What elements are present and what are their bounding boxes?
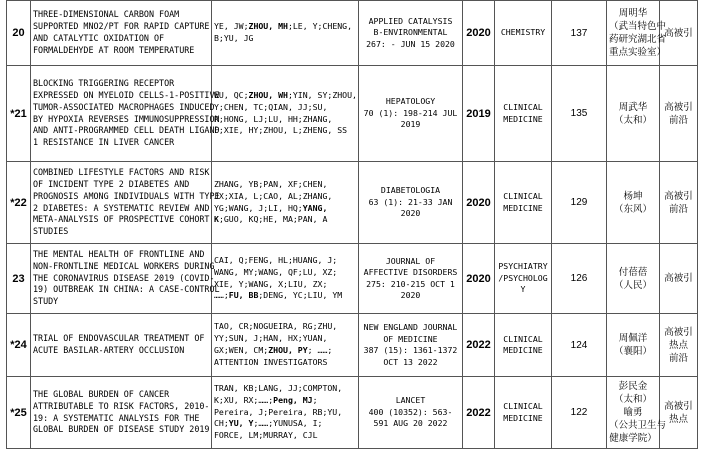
highlighted-author: YU, Y — [228, 418, 254, 429]
paper-field — [495, 162, 552, 244]
row-number: 20 — [7, 1, 31, 66]
author-text: ;……;YUNUSA, I; — [253, 418, 323, 429]
source-line: APPLIED CATALYSIS — [368, 15, 453, 26]
affiliation-line: （太和） — [613, 394, 652, 405]
status-line: 热点 — [668, 339, 688, 351]
highlighted-author: YANG, — [302, 202, 328, 213]
affiliation-line: （武当特色中 — [609, 21, 667, 32]
author-line — [214, 33, 356, 45]
affiliation-line: 药研究湖北省 — [609, 34, 667, 45]
author-line — [214, 345, 356, 357]
paper-title — [31, 314, 212, 377]
field-line: CLINICAL — [503, 102, 543, 112]
title-line: STUDY — [33, 296, 59, 307]
title-line: AND ANTI-PROGRAMMED CELL DEATH LIGAND — [33, 125, 220, 136]
field-line: Y — [520, 284, 526, 295]
author-affiliation — [607, 66, 660, 162]
highlighted-author: Peng, MJ — [273, 394, 313, 405]
author-text: ;YIN, SY;ZHOU, — [287, 89, 357, 100]
author-line — [214, 102, 356, 114]
papers-table — [6, 0, 698, 449]
author-line — [214, 21, 356, 33]
field-line: MEDICINE — [503, 202, 543, 213]
author-text: WU, QC; — [214, 89, 249, 100]
paper-title — [31, 244, 220, 314]
paper-authors — [212, 1, 359, 66]
paper-authors — [212, 244, 359, 314]
citation-count: 122 — [552, 377, 607, 449]
paper-authors — [212, 66, 359, 162]
title-line: 19: A SYSTEMATIC ANALYSIS FOR THE — [33, 412, 200, 423]
field-line: CLINICAL — [503, 401, 543, 411]
author-text: ;GUO, KQ;HE, MA;PAN, A — [218, 214, 328, 225]
title-line: TUMOR-ASSOCIATED MACROPHAGES INDUCED — [33, 101, 215, 112]
author-line — [214, 418, 356, 430]
paper-year: 2022 — [463, 377, 495, 449]
status-line: 前沿 — [668, 352, 688, 364]
paper-source — [359, 244, 463, 314]
highlighted-author: ZHOU, PY — [268, 345, 308, 355]
title-line: FORMALDEHYDE AT ROOM TEMPERATURE — [33, 44, 195, 55]
author-text: CH; — [214, 418, 229, 429]
source-line: HEPATOLOGY — [385, 96, 436, 107]
paper-status — [660, 244, 698, 314]
source-line: AFFECTIVE DISORDERS — [363, 267, 458, 277]
title-line: SUPPORTED MNO2/PT FOR RAPID CAPTURE — [33, 21, 210, 32]
affiliation-line: 周武华 — [618, 101, 648, 113]
source-line: 267: - JUN 15 2020 — [366, 38, 455, 49]
author-line — [214, 279, 356, 291]
row-number: *21 — [7, 66, 31, 162]
paper-title — [31, 1, 212, 66]
author-line — [214, 357, 356, 369]
status-line: 高被引 — [664, 326, 693, 338]
author-affiliation — [607, 1, 667, 66]
paper-year: 2020 — [463, 244, 495, 314]
affiliation-line: （襄阳） — [613, 346, 652, 357]
author-line — [214, 191, 356, 203]
author-text: YY;SUN, J;HAN, HX;YUAN, — [214, 333, 328, 344]
paper-authors — [212, 162, 359, 244]
affiliation-line: 彭民金 — [618, 381, 648, 392]
row-number: 23 — [7, 244, 31, 314]
author-text: K;XU, RX;……; — [214, 394, 274, 405]
author-text: ATTENTION INVESTIGATORS — [214, 356, 328, 367]
title-line: OF INCIDENT TYPE 2 DIABETES AND — [33, 178, 190, 189]
author-line — [214, 90, 356, 102]
author-text: CAI, Q;FENG, HL;HUANG, J; — [214, 254, 338, 265]
source-line: NEW ENGLAND JOURNAL — [363, 322, 458, 332]
field-line: MEDICINE — [503, 345, 543, 355]
title-line: AND CATALYTIC OXIDATION OF — [33, 33, 165, 43]
highlighted-author: FU, BB — [228, 290, 259, 301]
title-line: 2 DIABETES: A SYSTEMATIC REVIEW AND — [33, 202, 210, 213]
paper-field — [495, 1, 552, 66]
paper-source — [359, 377, 463, 449]
source-line: 387 (15): 1361-1372 — [363, 345, 458, 355]
table-body — [7, 1, 698, 449]
paper-source — [359, 314, 463, 377]
field-line: CHEMISTRY — [500, 27, 546, 38]
affiliation-line: （公共卫生与 — [609, 420, 667, 431]
highlighted-author: K — [214, 214, 219, 225]
citation-count: 129 — [552, 162, 607, 244]
author-text: TRAN, KB;LANG, JJ;COMPTON, — [214, 383, 343, 393]
title-line: THE MENTAL HEALTH OF FRONTLINE AND — [33, 249, 205, 259]
author-text: ……; — [214, 290, 229, 301]
status-line: 高被引 — [664, 101, 693, 113]
title-line: BY HYPOXIA REVERSES IMMUNOSUPPRESSION — [33, 113, 220, 124]
title-line: GLOBAL BURDEN OF DISEASE STUDY 2019 — [33, 424, 210, 435]
citation-count: 126 — [552, 244, 607, 314]
title-line: TRIAL OF ENDOVASCULAR TREATMENT OF — [33, 333, 205, 344]
author-line — [214, 321, 356, 333]
affiliation-line: 付蓓蓓 — [618, 266, 648, 278]
author-text: YG;WANG, J;LI, HQ; — [214, 202, 303, 213]
author-affiliation — [607, 244, 660, 314]
author-line — [214, 255, 356, 267]
field-line: MEDICINE — [503, 412, 543, 423]
paper-year: 2022 — [463, 314, 495, 377]
status-line: 高被引 — [664, 273, 693, 284]
author-line — [214, 290, 356, 302]
author-line — [214, 125, 356, 137]
author-line — [214, 203, 356, 215]
status-line: 热点 — [668, 413, 688, 425]
field-line: MEDICINE — [503, 113, 543, 124]
author-text: R;HONG, LJ;LU, HH;ZHANG, — [214, 113, 333, 124]
source-line: JOURNAL OF — [385, 255, 436, 266]
author-text: TAO, CR;NOGUEIRA, RG;ZHU, — [214, 321, 338, 332]
source-line: 70 (1): 198-214 JUL — [363, 107, 458, 118]
paper-status — [660, 377, 698, 449]
source-line: 2020 — [400, 208, 421, 219]
title-line: THE CORONAVIRUS DISEASE 2019 (COVID- — [33, 272, 215, 283]
citation-count: 135 — [552, 66, 607, 162]
table-row — [7, 1, 698, 66]
author-text: ZHANG, YB;PAN, XF;CHEN, — [214, 178, 328, 189]
author-text: B;YU, JG — [214, 33, 254, 43]
source-line: 275: 210-215 OCT 1 — [366, 278, 455, 289]
title-line: ACUTE BASILAR-ARTERY OCCLUSION — [33, 345, 185, 355]
author-text: XIE, Y;WANG, X;LIU, ZX; — [214, 278, 328, 289]
source-line: 2020 — [400, 290, 421, 300]
author-affiliation — [607, 314, 660, 377]
author-affiliation — [607, 162, 660, 244]
status-line: 前沿 — [668, 203, 688, 215]
author-line — [214, 214, 356, 226]
source-line: 591 AUG 20 2022 — [373, 418, 448, 429]
citation-count: 124 — [552, 314, 607, 377]
table-row — [7, 66, 698, 162]
affiliation-line: 喻勇 — [623, 407, 643, 418]
author-line — [214, 114, 356, 126]
title-line: THREE-DIMENSIONAL CARBON FOAM — [33, 9, 180, 20]
paper-source — [359, 66, 463, 162]
affiliation-line: （人民） — [613, 279, 652, 291]
affiliation-line: 周明华 — [618, 8, 648, 19]
title-line: PROGNOSIS AMONG INDIVIDUALS WITH TYPE — [33, 190, 220, 201]
row-number: *25 — [7, 377, 31, 449]
author-line — [214, 383, 356, 395]
author-affiliation — [607, 377, 667, 449]
author-text: GX;WEN, CM; — [214, 345, 269, 355]
title-line: COMBINED LIFESTYLE FACTORS AND RISK — [33, 167, 210, 178]
source-line: 400 (10352): 563- — [368, 406, 453, 417]
paper-title — [31, 162, 220, 244]
affiliation-line: （太和） — [613, 114, 652, 126]
paper-source — [359, 162, 463, 244]
row-number: *22 — [7, 162, 31, 244]
source-line: OCT 13 2022 — [383, 356, 438, 367]
title-line: 19) OUTBREAK IN CHINA: A CASE-CONTROL — [33, 284, 220, 295]
author-text: ;LE, Y;CHENG, — [287, 21, 353, 32]
table-row — [7, 244, 698, 314]
author-line — [214, 430, 356, 442]
table-row — [7, 162, 698, 244]
author-text: FORCE, LM;MURRAY, CJL — [214, 430, 318, 441]
status-line: 高被引 — [664, 400, 693, 412]
affiliation-line: 健康学院） — [609, 433, 657, 444]
author-text: JX;XIA, L;CAO, AL;ZHANG, — [214, 190, 333, 201]
source-line: B-ENVIRONMENTAL — [373, 27, 448, 38]
highlighted-author: ZHOU, WH — [248, 89, 288, 100]
title-line: EXPRESSED ON MYELOID CELLS-1-POSITIVE — [33, 89, 220, 100]
author-text: ; ……; — [307, 345, 333, 355]
paper-status — [660, 66, 698, 162]
paper-title — [31, 66, 220, 162]
author-line — [214, 267, 356, 279]
author-text: ;DENG, YC;LIU, YM — [258, 290, 343, 301]
title-line: NON-FRONTLINE MEDICAL WORKERS DURING — [33, 260, 215, 271]
affiliation-line: （东风） — [613, 203, 652, 215]
paper-field — [495, 244, 552, 314]
paper-authors — [212, 314, 359, 377]
author-line — [214, 407, 356, 419]
title-line: THE GLOBAL BURDEN OF CANCER — [33, 388, 170, 399]
paper-status — [660, 162, 698, 244]
author-text: YE, JW; — [214, 21, 249, 32]
source-line: LANCET — [395, 395, 426, 406]
status-line: 高被引 — [664, 190, 693, 202]
paper-field — [495, 66, 552, 162]
field-line: CLINICAL — [503, 191, 543, 201]
paper-field — [495, 377, 552, 449]
field-line: CLINICAL — [503, 333, 543, 344]
paper-authors — [212, 377, 359, 449]
table-row — [7, 314, 698, 377]
citation-count: 137 — [552, 1, 607, 66]
paper-field — [495, 314, 552, 377]
highlighted-author: ZHOU, MH — [248, 21, 288, 32]
author-line — [214, 395, 356, 407]
author-line — [214, 179, 356, 191]
source-line: OF MEDICINE — [383, 333, 438, 344]
author-text: Pereira, J;Pereira, RB;YU, — [214, 406, 343, 417]
author-text: ; — [312, 394, 318, 405]
table-row — [7, 377, 698, 449]
field-line: PSYCHIATRY — [498, 261, 548, 272]
affiliation-line: 杨坤 — [623, 190, 643, 202]
paper-status — [660, 314, 698, 377]
title-line: 1 RESISTANCE IN LIVER CANCER — [33, 137, 175, 148]
author-text: Y;CHEN, TC;QIAN, JJ;SU, — [214, 101, 328, 112]
status-line: 前沿 — [668, 114, 688, 126]
paper-year: 2020 — [463, 1, 495, 66]
status-line: 高被引 — [664, 27, 693, 39]
author-line — [214, 333, 356, 345]
row-number: *24 — [7, 314, 31, 377]
affiliation-line: 重点实验室） — [609, 47, 667, 58]
paper-title — [31, 377, 212, 449]
paper-year: 2020 — [463, 162, 495, 244]
source-line: DIABETOLOGIA — [380, 185, 441, 196]
title-line: STUDIES — [33, 226, 69, 237]
affiliation-line: 周佩洋 — [618, 333, 648, 344]
title-line: META-ANALYSIS OF PROSPECTIVE COHORT — [33, 214, 210, 225]
paper-source — [359, 1, 463, 66]
source-line: 63 (1): 21-33 JAN — [368, 196, 453, 207]
author-text: F;XIE, HY;ZHOU, L;ZHENG, SS — [214, 125, 348, 136]
title-line: BLOCKING TRIGGERING RECEPTOR — [33, 78, 175, 89]
paper-year: 2019 — [463, 66, 495, 162]
author-text: WANG, MY;WANG, QF;LU, XZ; — [214, 266, 338, 277]
title-line: ATTRIBUTABLE TO RISK FACTORS, 2010- — [33, 400, 210, 411]
source-line: 2019 — [400, 119, 421, 130]
field-line: /PSYCHOLOG — [498, 272, 548, 283]
